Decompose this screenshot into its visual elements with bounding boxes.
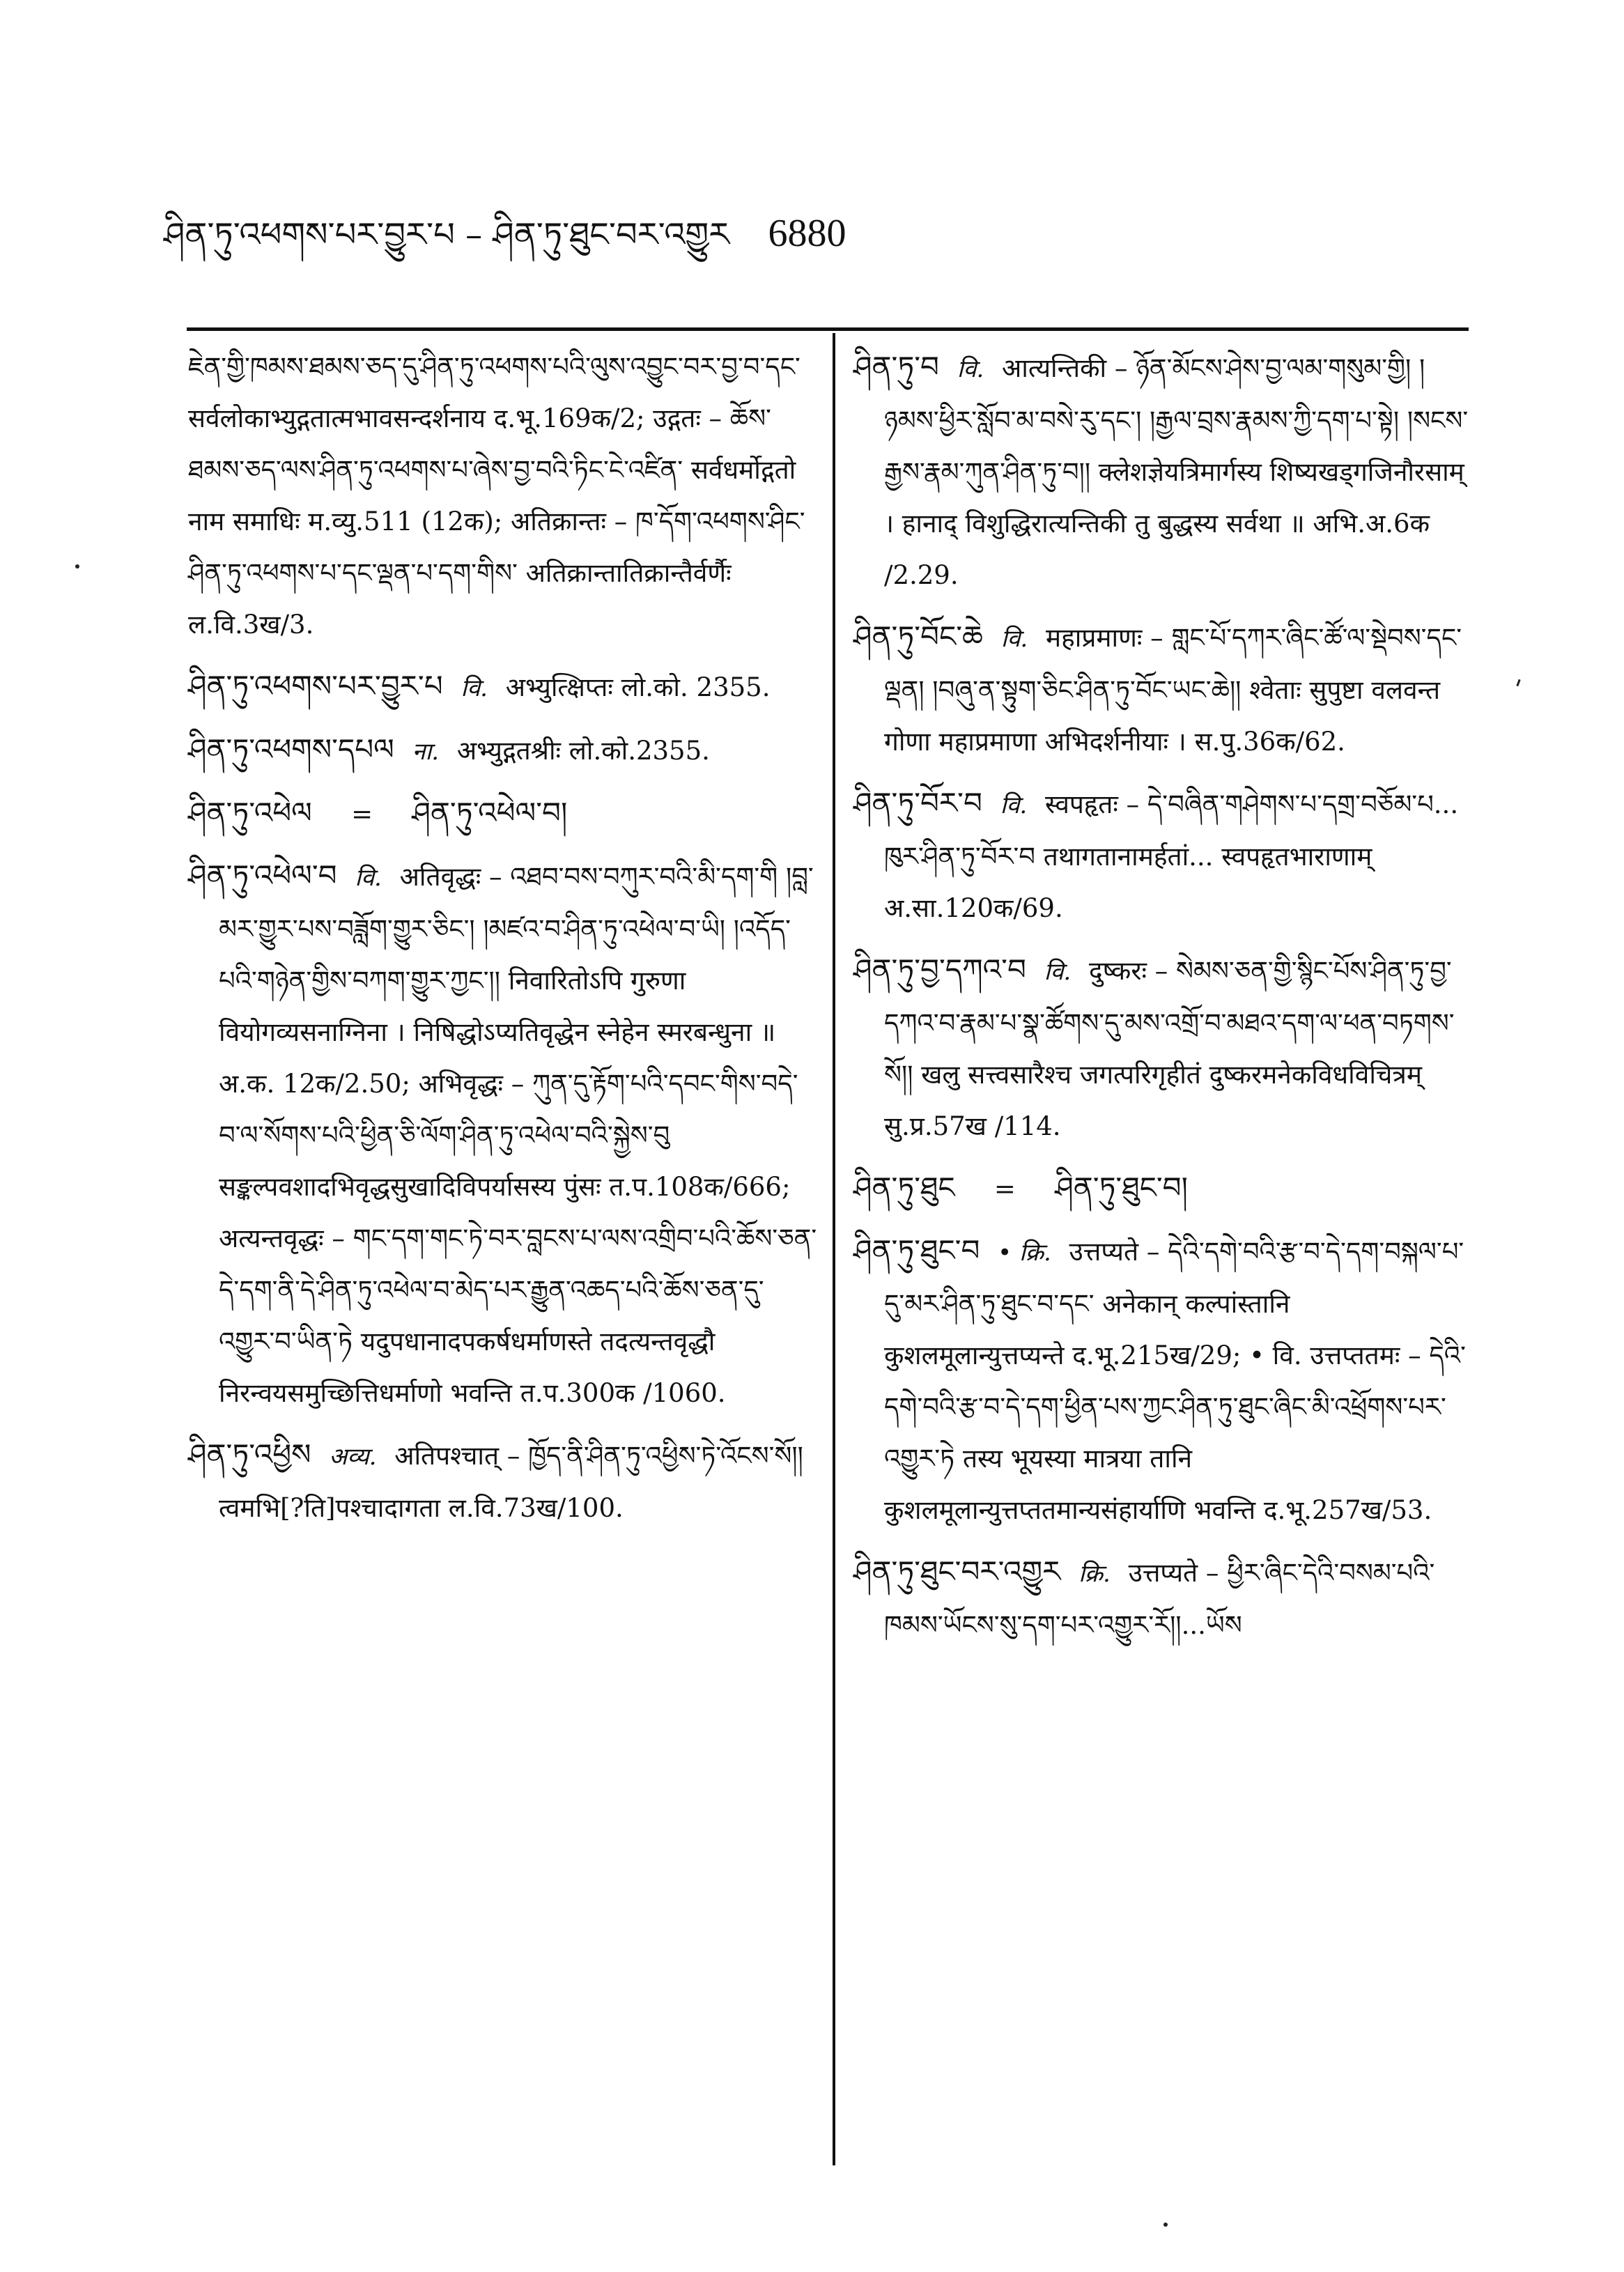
scan-speck [1163, 2223, 1168, 2227]
right-column [853, 341, 1470, 1661]
entry-body: अभ्युत्क्षिप्तः लो.को. 2355. [505, 672, 771, 702]
dictionary-entry [188, 660, 819, 714]
entry-headword: ཤིན་ཏུ་འཕེལ [188, 796, 312, 830]
entry-grammar-label: वि. [1044, 958, 1072, 986]
entry-grammar-label: वि. [461, 674, 488, 702]
entry-headword: ཤིན་ཏུ་ཐུང [853, 1170, 955, 1205]
entry-body: अतिपश्चात् – ཁྱོད་ནི་ཤིན་ཏུ་འཕྱིས་ཏེ་འོངས་སོ།། त्वमभि[?ति]पश्चादागता ल.वि.73ख/100. [219, 1441, 803, 1523]
dictionary-entry [853, 341, 1470, 601]
cross-reference-entry [853, 1162, 1470, 1215]
scan-speck [75, 564, 79, 569]
entry-grammar-label: वि. [957, 355, 984, 383]
page-header [164, 209, 1069, 259]
entry-grammar-label: अव्य. [329, 1443, 377, 1471]
entry-body: उत्तप्यते – དེའི་དགེ་བའི་རྩ་བ་དེ་དག་བསྐལ་པ་དུ་མར་ཤིན་ཏུ་ཐུང་བ་དང་ अनेकान् कल्पांस्तानि कुशलमूलान्युत्तप्यन्ते द.भू.215ख/29; • वि. उत्तप्ततमः – དེའི་དགེ་བའི་རྩ་བ་དེ་དག་ཕྱིན་པས་ཀྱང་ཤིན་ཏུ་ཐུང་ཞིང་མི་འཕྲོགས་པར་འགྱུར་ཏེ तस्य भूयस्या मात्रया तानि कुशलमूलान्युत्तप्ततमान्यसंहार्याणि भवन्ति द.भू.257ख/53. [884, 1237, 1466, 1525]
entry-headword: ཤིན་ཏུ་བྱ་དཀའ་བ [853, 952, 1026, 987]
dictionary-entry [853, 778, 1470, 934]
entry-grammar-label: वि. [1000, 625, 1028, 653]
entry-body: दुष्करः – སེམས་ཅན་གྱི་སྙིང་པོས་ཤིན་ཏུ་བྱ་དཀའ་བ་རྣམ་པ་སྣ་ཚོགས་དུ་མས་འགྲོ་བ་མཐའ་དག་ལ་ཕན་བཏགས་སོ།། खलु सत्त्वसारैश्च जगत्परिगृहीतं दुष्करमनेकविधविचित्रम् सु.प्र.57ख /114. [884, 956, 1455, 1141]
entry-headword: ཤིན་ཏུ་ཐུང་བར་འགྱུར [853, 1554, 1061, 1589]
equals-sign: = [993, 1174, 1016, 1204]
header-title: ཤིན་ཏུ་འཕགས་པར་བྱུར་པ – ཤིན་ཏུ་ཐུང་བར་འགྱུར [164, 215, 730, 254]
entry-grammar-label: वि. [1000, 791, 1028, 819]
entry-body: अभ्युद्गतश्रीः लो.को.2355. [456, 736, 710, 766]
column-divider [833, 333, 835, 2165]
cross-reference-target: ཤིན་ཏུ་ཐུང་བ། [1055, 1170, 1188, 1205]
dictionary-entry [853, 611, 1470, 768]
entry-body: अतिवृद्धः – འཐབ་བས་བཀུར་བའི་མི་དག་གི །བླ་མར་གྱུར་པས་བཟློག་གྱུར་ཅིང་། །མཛའ་བ་ཤིན་ཏུ་འཕེལ་བ་ཡི། །འདོད་པའི་གཉེན་གྱིས་བཀག་གྱུར་ཀྱང་།། निवारितोऽपि गुरुणा वियोगव्यसनाग्निना । निषिद्धोऽप्यतिवृद्धेन स्नेहेन स्मरबन्धुना ॥ अ.क. 12क/2.50; अभिवृद्धः – ཀུན་དུ་རྟོག་པའི་དབང་གིས་བདེ་བ་ལ་སོགས་པའི་ཕྱིན་ཅི་ལོག་ཤིན་ཏུ་འཕེལ་བའི་སྐྱེས་བུ सङ्कल्पवशादभिवृद्धसुखादिविपर्यासस्य पुंसः त.प.108क/666; अत्यन्तवृद्धः – གང་དག་གང་ཏེ་བར་བླངས་པ་ལས་འགྲིབ་པའི་ཆོས་ཅན་དེ་དག་ནི་དེ་ཤིན་ཏུ་འཕེལ་བ་མེད་པར་རྒྱུན་འཆད་པའི་ཆོས་ཅན་དུ་འགྱུར་བ་ཡིན་ཏེ यदुपधानादपकर्षधर्माणस्ते तदत्यन्तवृद्धौ निरन्वयसमुच्छित्तिधर्माणो भवन्ति त.प.300क /1060. [219, 862, 817, 1408]
equals-sign: = [351, 799, 373, 829]
dictionary-entry [853, 1546, 1470, 1651]
entry-headword: ཤིན་ཏུ་འཕགས་པར་བྱུར་པ [188, 669, 443, 703]
entry-headword: ཤིན་ཏུ་བོང་ཆེ [853, 619, 983, 654]
dictionary-entry [188, 850, 819, 1419]
left-column [188, 341, 819, 1544]
dictionary-entry [188, 724, 819, 778]
entry-headword: ཤིན་ཏུ་བ [853, 350, 939, 384]
entry-body: महाप्रमाणः – གླང་པོ་དཀར་ཞིང་ཚོ་ལ་སྡེབས་དང་ལྡན། །བཞུ་ན་སྟུག་ཅིང་ཤིན་ཏུ་བོང་ཡང་ཆེ།། श्वेताः सुपुष्टा वलवन्त गोणा महाप्रमाणा अभिदर्शनीयाः । स.पु.36क/62. [884, 623, 1462, 757]
entry-grammar-label: ना. [412, 738, 440, 766]
header-rule [187, 327, 1469, 331]
page-number: 6880 [768, 212, 846, 255]
entry-headword: ཤིན་ཏུ་འཕགས་དཔལ [188, 732, 394, 766]
scan-speck [1516, 679, 1520, 686]
dictionary-entry [853, 944, 1470, 1152]
entry-grammar-label: वि. [355, 864, 382, 892]
dictionary-entry [853, 1225, 1470, 1536]
entry-headword: ཤིན་ཏུ་ཐུང་བ [853, 1233, 980, 1267]
entry-body: आत्यन्तिकी – ཉོན་མོངས་ཤེས་བྱ་ལམ་གསུམ་གྱི། །ཉམས་ཕྱིར་སློབ་མ་བསེ་རུ་དང་། །རྒྱལ་བྲས་རྣམས་ཀྱི་དག་པ་སྟེ། །སངས་རྒྱས་རྣམ་ཀུན་ཤིན་ཏུ་བ།། क्लेशज्ञेयत्रिमार्गस्य शिष्यखड्गजिनौरसाम् । हानाद् विशुद्धिरात्यन्तिकी तु बुद्धस्य सर्वथा ॥ अभि.अ.6क /2.29. [884, 353, 1469, 590]
cross-reference-entry [188, 787, 819, 840]
entry-headword: ཤིན་ཏུ་བོར་བ [853, 786, 982, 820]
entry-headword: ཤིན་ཏུ་འཕྱིས [188, 1437, 311, 1471]
entry-grammar-label: • क्रि. [998, 1239, 1051, 1267]
entry-body: ཇེན་གྱི་ཁམས་ཐམས་ཅད་དུ་ཤིན་ཏུ་འཕགས་པའི་ལུས་འབྱུང་བར་བྱ་བ་དང་ सर्वलोकाभ्युद्गतात्मभावसन्दर्शनाय द.भू.169क/2; उद्गतः – ཆོས་ཐམས་ཅད་ལས་ཤིན་ཏུ་འཕགས་པ་ཞེས་བྱ་བའི་ཏིང་ངེ་འཛིན་ सर्वधर्मोद्गतो नाम समाधिः म.व्यु.511 (12क); अतिक्रान्तः – ཁ་དོག་འཕགས་ཤིང་ཤིན་ཏུ་འཕགས་པ་དང་ལྡན་པ་དག་གིས་ अतिक्रान्तातिक्रान्तैर्वर्णैः ल.वि.3ख/3. [188, 352, 805, 640]
entry-body: उत्तप्यते – ཕྱིར་ཞིང་དེའི་བསམ་པའི་ཁམས་ཡོངས་སུ་དག་པར་འགྱུར་རོ།།...ཡོས [884, 1558, 1435, 1640]
cross-reference-target: ཤིན་ཏུ་འཕེལ་བ། [412, 796, 568, 830]
entry-grammar-label: क्रि. [1078, 1560, 1111, 1588]
continuation-entry [188, 341, 819, 651]
entry-headword: ཤིན་ཏུ་འཕེལ་བ [188, 858, 337, 892]
dictionary-entry [188, 1429, 819, 1534]
entry-body: स्वपहृतः – དེ་བཞིན་གཤེགས་པ་དགྲ་བཅོམ་པ... ཁུར་ཤིན་ཏུ་བོར་བ तथागतानामर्हतां... स्वपहृतभाराणाम् अ.सा.120क/69. [884, 789, 1459, 923]
